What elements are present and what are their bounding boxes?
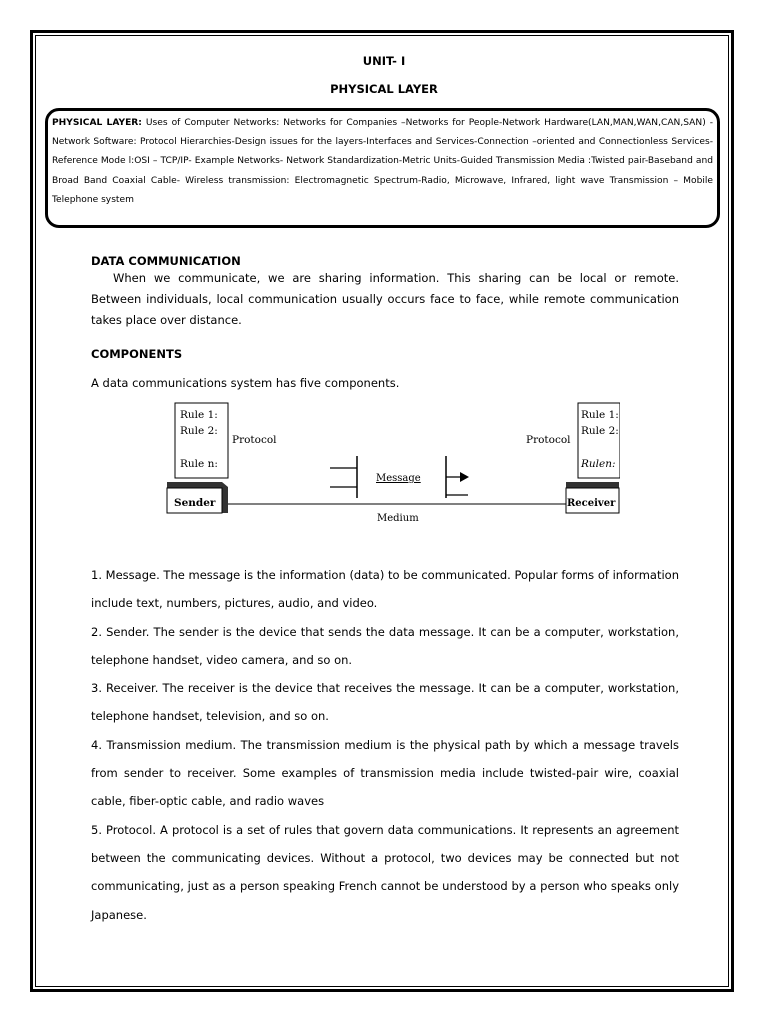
list-item-protocol: 5. Protocol. A protocol is a set of rules that govern data communications. It represents an agreement between the communicating devices. Without a protocol, two devices may be connected but not communicating, just as a person speaking French cannot be understood by a person who speaks only Japanese.	[91, 822, 679, 922]
syllabus-paragraph	[52, 114, 713, 210]
receiver-label: Receiver	[567, 498, 616, 509]
message-label: Message	[376, 473, 421, 484]
list-item-receiver: 3. Receiver. The receiver is the device that receives the message. It can be a computer, workstation, telephone handset, television, and so on.	[91, 681, 679, 724]
data-communication-body: When we communicate, we are sharing information. This sharing can be local or remote. Between individuals, local communication usually occurs face to face, while remote communication takes place over distance.	[91, 271, 679, 327]
receiver-rule-n: Rulen:	[581, 458, 616, 470]
syllabus-label: PHYSICAL LAYER:	[52, 118, 142, 128]
sender-rules-box	[175, 403, 228, 478]
unit-title: UNIT- I	[362, 54, 406, 68]
receiver-rule-2: Rule 2:	[581, 425, 619, 437]
components-section	[91, 347, 679, 394]
layer-title: PHYSICAL LAYER	[330, 82, 438, 96]
sender-rule-1: Rule 1:	[180, 409, 218, 421]
receiver-rules-box	[578, 403, 620, 478]
sender-rule-n: Rule n:	[180, 458, 218, 470]
data-communication-heading: DATA COMMUNICATION	[91, 254, 241, 268]
medium-label: Medium	[377, 513, 419, 524]
sender-device	[167, 482, 228, 513]
data-communication-diagram	[160, 400, 620, 535]
list-item-message: 1. Message. The message is the information (data) to be communicated. Popular forms of information include text, numbers, pictures, audio, and video.	[91, 568, 679, 611]
sender-label: Sender	[174, 497, 216, 509]
syllabus-box	[45, 108, 720, 228]
components-list	[91, 561, 679, 929]
receiver-rule-1: Rule 1:	[581, 409, 619, 421]
sender-rule-2: Rule 2:	[180, 425, 218, 437]
list-item-sender: 2. Sender. The sender is the device that sends the data message. It can be a computer, workstation, telephone handset, video camera, and so on.	[91, 624, 679, 667]
components-intro: A data communications system has five components.	[91, 376, 400, 390]
protocol-left-label: Protocol	[232, 434, 277, 446]
protocol-right-label: Protocol	[526, 434, 571, 446]
data-communication-section	[91, 254, 679, 331]
components-heading: COMPONENTS	[91, 347, 183, 361]
list-item-transmission-medium: 4. Transmission medium. The transmission medium is the physical path by which a message travels from sender to receiver. Some examples of transmission media include twisted-pair wire, coaxial cable, fiber-optic cable, and radio waves	[91, 737, 679, 809]
syllabus-text: Uses of Computer Networks: Networks for Companies –Networks for People-Network Hardware(LAN,MAN,WAN,CAN,SAN) - Network Software: Protocol Hierarchies-Design issues for the layers-Interfaces and Services-Connection –oriented and Connectionless Services- Reference Mode l:OSI – TCP/IP- Example Networks- Network Standardization-Metric Units-Guided Transmission Media :Twisted pair-Baseband and Broad Band Coaxial Cable- Wireless transmission: Electromagnetic Spectrum-Radio, Microwave, Infrared, light wave Transmission – Mobile Telephone system	[52, 118, 713, 205]
receiver-device	[566, 482, 619, 513]
